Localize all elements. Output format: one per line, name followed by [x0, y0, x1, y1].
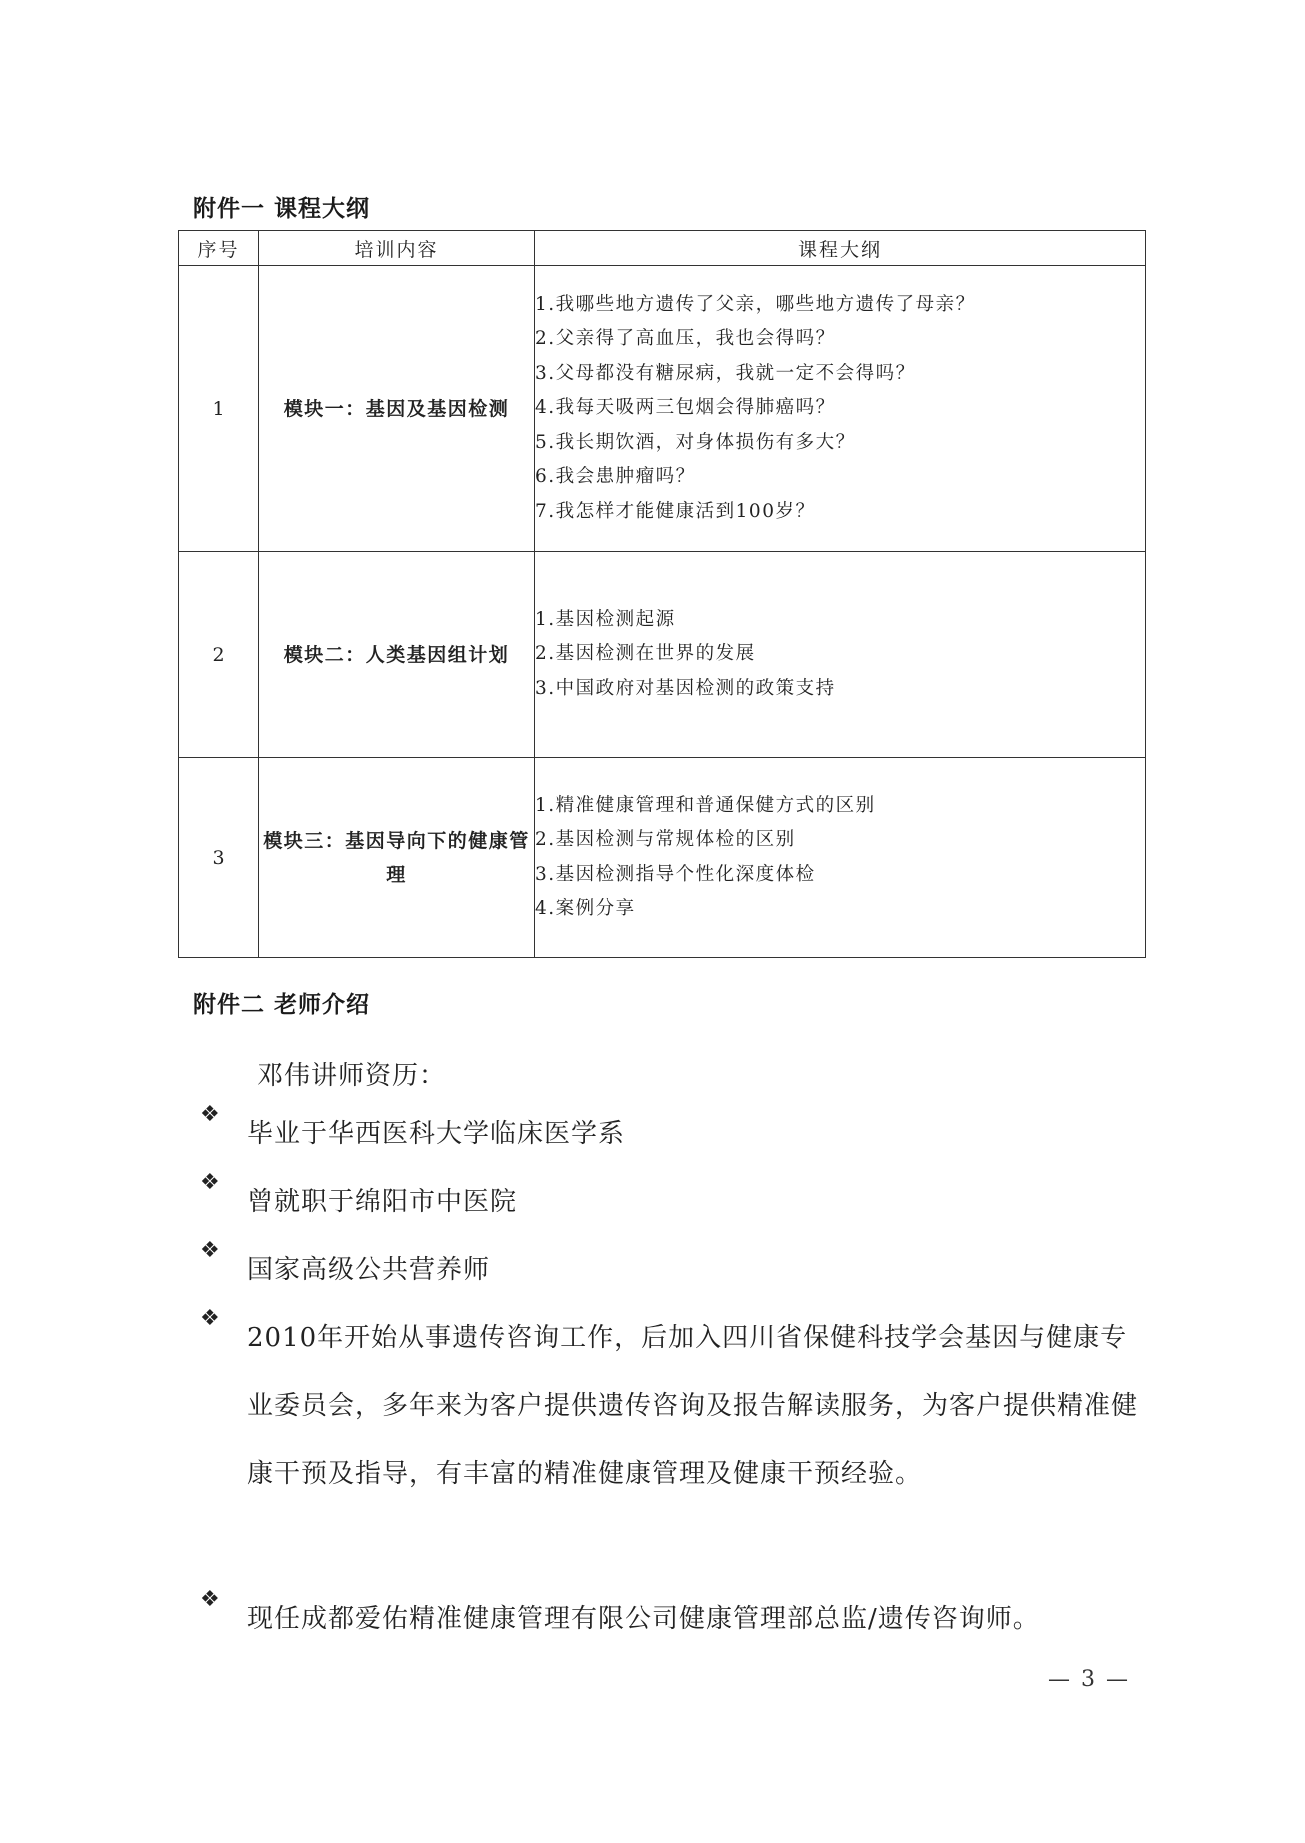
topic-item: 6.我会患肿瘤吗？ [535, 466, 696, 488]
diamond-bullet-icon: ❖ [200, 1102, 220, 1127]
topic-item: 5.我长期饮酒，对身体损伤有多大？ [535, 431, 856, 453]
diamond-bullet-icon: ❖ [200, 1170, 220, 1195]
topic-item: 4.案例分享 [535, 898, 636, 919]
diamond-bullet-icon: ❖ [200, 1238, 220, 1263]
row-number: 2 [179, 552, 259, 758]
table-header-row [179, 231, 1146, 266]
topic-item: 1.基因检测起源 [535, 608, 676, 630]
bio-bullet [200, 1100, 1140, 1168]
table-row [179, 266, 1146, 552]
topic-item: 3.基因检测指导个性化深度体检 [535, 863, 816, 885]
topic-list [535, 266, 1146, 552]
topic-item: 3.中国政府对基因检测的政策支持 [535, 677, 836, 699]
attachment1-title: 附件一 课程大纲 [193, 196, 371, 222]
module-name: 模块三：基因导向下的健康管理 [259, 758, 535, 958]
bio-bullet [200, 1585, 1140, 1653]
bio-text: 2010年开始从事遗传咨询工作，后加入四川省保健科技学会基因与健康专业委员会，多年来为客户提供遗传咨询及报告解读服务，为客户提供精准健康干预及指导，有丰富的精准健康管理及健康干预经验。 [247, 1323, 1139, 1489]
teacher-intro: 邓伟讲师资历： [257, 1061, 447, 1091]
bio-bullet [200, 1304, 1140, 1508]
topic-item: 2.基因检测在世界的发展 [535, 643, 756, 665]
topic-item: 2.父亲得了高血压，我也会得吗？ [535, 328, 836, 350]
bio-bullet [200, 1168, 1140, 1236]
topic-item: 7.我怎样才能健康活到100岁？ [535, 500, 816, 522]
table-row [179, 758, 1146, 958]
topic-list [535, 552, 1146, 758]
topic-item: 1.我哪些地方遗传了父亲，哪些地方遗传了母亲？ [535, 293, 976, 315]
diamond-bullet-icon: ❖ [200, 1306, 220, 1331]
row-number: 1 [179, 266, 259, 552]
topic-item: 1.精准健康管理和普通保健方式的区别 [535, 794, 876, 816]
topic-item: 4.我每天吸两三包烟会得肺癌吗？ [535, 397, 836, 419]
bio-text: 现任成都爱佑精准健康管理有限公司健康管理部总监/遗传咨询师。 [247, 1604, 1040, 1634]
table-row [179, 552, 1146, 758]
bio-bullet [200, 1236, 1140, 1304]
bio-text: 国家高级公共营养师 [247, 1255, 491, 1285]
course-outline-table [178, 230, 1146, 958]
page-number: — 3 — [1048, 1667, 1130, 1692]
attachment2-title: 附件二 老师介绍 [193, 992, 371, 1018]
bio-text: 毕业于华西医科大学临床医学系 [247, 1119, 626, 1149]
header-no: 序号 [179, 231, 259, 266]
header-content: 培训内容 [259, 231, 535, 266]
row-number: 3 [179, 758, 259, 958]
topic-list [535, 758, 1146, 958]
topic-item: 2.基因检测与常规体检的区别 [535, 829, 796, 850]
topic-item: 3.父母都没有糖尿病，我就一定不会得吗？ [535, 362, 916, 384]
header-outline: 课程大纲 [535, 231, 1146, 266]
bio-text: 曾就职于绵阳市中医院 [247, 1187, 518, 1217]
module-name: 模块二：人类基因组计划 [259, 552, 535, 758]
module-name: 模块一：基因及基因检测 [259, 266, 535, 552]
diamond-bullet-icon: ❖ [200, 1587, 220, 1612]
